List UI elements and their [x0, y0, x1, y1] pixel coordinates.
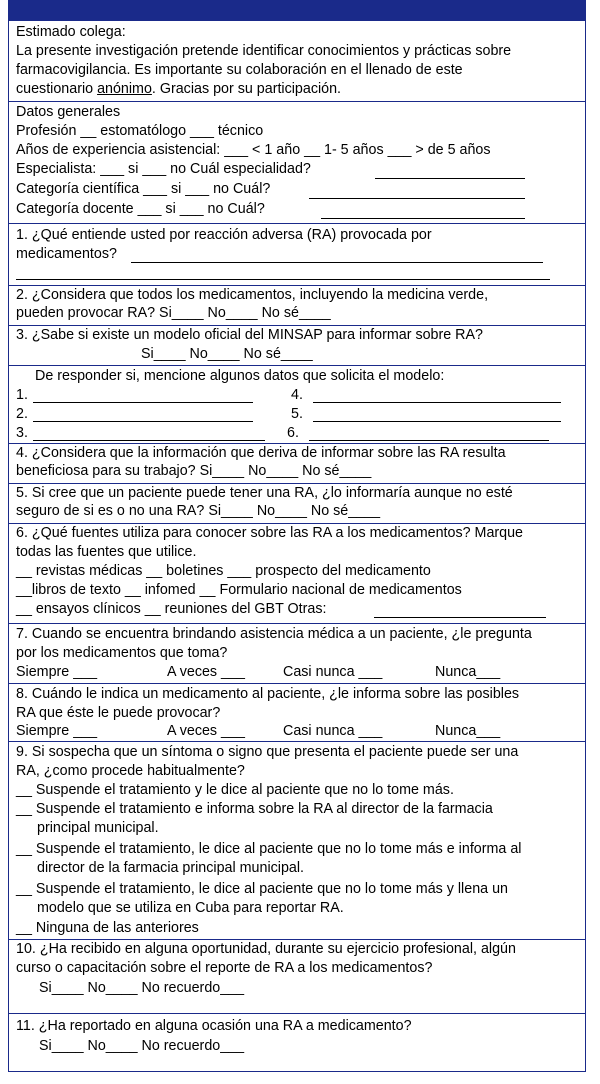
q8-line-2: RA que éste le puede provocar?: [16, 705, 221, 721]
q10-line-1: 10. ¿Ha recibido en alguna oportunidad, durante su ejercicio profesional, algún: [16, 941, 516, 957]
q4-line-2[interactable]: beneficiosa para su trabajo? Si____ No____ No sé____: [16, 463, 372, 479]
scientific-category-blank[interactable]: [309, 198, 525, 199]
model-data-section: [9, 365, 585, 443]
model-item-4: 4.: [291, 387, 303, 403]
q7-line-2: por los medicamentos que toma?: [16, 645, 228, 661]
q9-option-3-cont: director de la farmacia principal municipal.: [37, 860, 304, 876]
q9-option-2-cont: principal municipal.: [37, 820, 159, 836]
q2-line-2[interactable]: pueden provocar RA? Si____ No____ No sé____: [16, 305, 331, 321]
q7-option-nunca[interactable]: Nunca___: [435, 664, 501, 680]
greeting: Estimado colega:: [16, 24, 126, 40]
q8-option-nunca[interactable]: Nunca___: [435, 723, 501, 739]
general-title: Datos generales: [16, 104, 121, 120]
model-item-1-blank[interactable]: [33, 402, 253, 403]
q4-line-1: 4. ¿Considera que la información que deriva de informar sobre las RA resulta: [16, 445, 506, 461]
intro-line-2: farmacovigilancia. Es importante su colaboración en el llenado de este: [16, 62, 463, 78]
q9-option-4-cont: modelo que se utiliza en Cuba para reportar RA.: [37, 900, 344, 916]
specialist-line: Especialista: ___ si ___ no Cuál especialidad?: [16, 161, 311, 177]
specialty-blank[interactable]: [375, 178, 525, 179]
q6-sources-row-3[interactable]: __ ensayos clínicos __ reuniones del GBT Otras:: [16, 601, 327, 617]
question-11: [9, 1013, 585, 1071]
question-9: [9, 741, 585, 939]
q7-option-casi-nunca[interactable]: Casi nunca ___: [283, 664, 383, 680]
q10-options[interactable]: Si____ No____ No recuerdo___: [39, 980, 245, 996]
q6-sources-row-1[interactable]: __ revistas médicas __ boletines ___ prospecto del medicamento: [16, 563, 431, 579]
scientific-category-line: Categoría científica ___ si ___ no Cuál?: [16, 181, 271, 197]
general-data-section: [9, 101, 585, 223]
q9-line-1: 9. Si sospecha que un síntoma o signo que presenta el paciente puede ser una: [16, 744, 519, 760]
model-item-6-blank[interactable]: [309, 440, 549, 441]
q8-option-siempre[interactable]: Siempre ___: [16, 723, 98, 739]
question-8: [9, 683, 585, 741]
question-4: [9, 443, 585, 483]
q11-options[interactable]: Si____ No____ No recuerdo___: [39, 1038, 245, 1054]
q5-line-1: 5. Si cree que un paciente puede tener una RA, ¿lo informaría aunque no esté: [16, 485, 513, 501]
q3-line-1: 3. ¿Sabe si existe un modelo oficial del MINSAP para informar sobre RA?: [16, 327, 483, 343]
teaching-category-line: Categoría docente ___ si ___ no Cuál?: [16, 201, 265, 217]
model-item-6: 6.: [287, 425, 299, 441]
question-10: [9, 939, 585, 1013]
q6-line-2: todas las fuentes que utilice.: [16, 544, 197, 560]
model-item-5: 5.: [291, 406, 303, 422]
q8-option-casi-nunca[interactable]: Casi nunca ___: [283, 723, 383, 739]
q9-option-2[interactable]: __ Suspende el tratamiento e informa sobre la RA al director de la farmacia: [16, 801, 493, 817]
model-item-1: 1.: [16, 387, 28, 403]
q9-option-3[interactable]: __ Suspende el tratamiento, le dice al paciente que no lo tome más e informa al: [16, 841, 522, 857]
q5-line-2[interactable]: seguro de si es o no una RA? Si____ No____ No sé____: [16, 503, 381, 519]
model-data-title: De responder si, mencione algunos datos que solicita el modelo:: [35, 368, 445, 384]
q7-line-1: 7. Cuando se encuentra brindando asistencia médica a un paciente, ¿le pregunta: [16, 626, 532, 642]
question-7: [9, 623, 585, 683]
q7-option-a-veces[interactable]: A veces ___: [167, 664, 245, 680]
q10-line-2: curso o capacitación sobre el reporte de RA a los medicamentos?: [16, 960, 433, 976]
model-item-3-blank[interactable]: [33, 440, 265, 441]
q6-sources-row-2[interactable]: __libros de texto __ infomed __ Formulario nacional de medicamentos: [16, 582, 462, 598]
intro-line-1: La presente investigación pretende identificar conocimientos y prácticas sobre: [16, 43, 512, 59]
teaching-category-blank[interactable]: [321, 218, 525, 219]
model-item-4-blank[interactable]: [313, 402, 561, 403]
question-5: [9, 483, 585, 523]
q1-answer-blank-2[interactable]: [16, 279, 550, 280]
model-item-3: 3.: [16, 425, 28, 441]
model-item-2: 2.: [16, 406, 28, 422]
q6-other-blank[interactable]: [374, 617, 546, 618]
q8-option-a-veces[interactable]: A veces ___: [167, 723, 245, 739]
q3-options[interactable]: Si____ No____ No sé____: [141, 346, 313, 362]
q1-line-2: medicamentos?: [16, 246, 117, 262]
q6-line-1: 6. ¿Qué fuentes utiliza para conocer sobre las RA a los medicamentos? Marque: [16, 525, 524, 541]
question-6: [9, 523, 585, 623]
model-item-2-blank[interactable]: [33, 421, 253, 422]
q1-answer-blank-1[interactable]: [131, 262, 543, 263]
intro-section: [9, 21, 585, 101]
q7-option-siempre[interactable]: Siempre ___: [16, 664, 98, 680]
q9-option-5[interactable]: __ Ninguna de las anteriores: [16, 920, 199, 936]
q11-line-1: 11. ¿Ha reportado en alguna ocasión una RA a medicamento?: [16, 1018, 412, 1034]
q9-line-2: RA, ¿como procede habitualmente?: [16, 763, 245, 779]
q2-line-1: 2. ¿Considera que todos los medicamentos, incluyendo la medicina verde,: [16, 287, 489, 303]
question-3: [9, 325, 585, 365]
header-bar: [9, 1, 585, 21]
q9-option-1[interactable]: __ Suspende el tratamiento y le dice al paciente que no lo tome más.: [16, 782, 454, 798]
q8-line-1: 8. Cuándo le indica un medicamento al paciente, ¿le informa sobre las posibles: [16, 686, 520, 702]
intro-line-3: cuestionario anónimo. Gracias por su participación.: [16, 81, 342, 97]
anonimo-text: anónimo: [97, 81, 152, 97]
profession-line: Profesión __ estomatólogo ___ técnico: [16, 123, 264, 139]
question-1: [9, 223, 585, 285]
questionnaire-form: [8, 0, 586, 1072]
q9-option-4[interactable]: __ Suspende el tratamiento, le dice al paciente que no lo tome más y llena un: [16, 881, 508, 897]
question-2: [9, 285, 585, 325]
model-item-5-blank[interactable]: [313, 421, 561, 422]
experience-line: Años de experiencia asistencial: ___ < 1 año __ 1- 5 años ___ > de 5 años: [16, 142, 491, 158]
q1-line-1: 1. ¿Qué entiende usted por reacción adversa (RA) provocada por: [16, 227, 432, 243]
